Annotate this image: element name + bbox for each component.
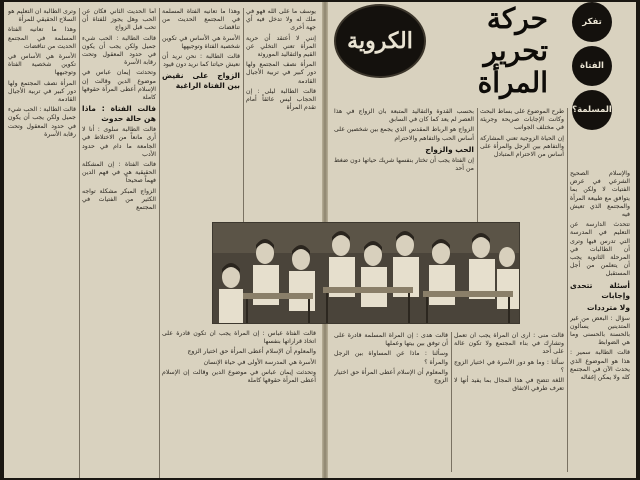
paragraph: والمعلوم أن الإسلام أعطى المرأة حق اختيار الزوج xyxy=(334,368,448,385)
column-divider xyxy=(79,8,80,478)
classroom-photo xyxy=(212,222,520,324)
side-circle: تفكر xyxy=(572,2,612,42)
paragraph: بحسب القدوة والتقاليد المتبعة بأن الزواج في هذا العصر لم يعد كما كان في السابق xyxy=(334,108,474,124)
section-heading: الحب والزواج xyxy=(425,144,474,154)
paragraph: طرح الموضوع على بساط البحث وكانت الإجابات صريحة وجريئة في مختلف الجوانب xyxy=(480,108,564,132)
headline-line: المرأة xyxy=(477,66,548,99)
article-column xyxy=(82,8,156,472)
column-divider xyxy=(567,108,568,472)
paragraph: وتحدثت إيمان عباس في موضوع الدين وقالت إن الإسلام أعطى المرأة حقوقها كاملة xyxy=(82,69,156,102)
article-column xyxy=(246,8,316,222)
paragraph: قالت الطالبة : الحب شيء جميل ولكن يجب أن يكون في حدود المعقول وتحت رقابة الأسرة xyxy=(82,34,156,67)
column-subhead: الزواج على نقيض بين الفتاة الراغبة xyxy=(162,71,240,91)
article-masthead xyxy=(326,2,554,106)
article-column xyxy=(162,8,240,222)
paragraph: فالت الطالبة سلوى : أنا لا أرى مانعاً من الاختلاط في الجامعة ما دام في حدود الأدب xyxy=(82,126,156,158)
paragraph: قالت منى : أرى أن المرأة يجب أن تعمل وتشارك في بناء المجتمع ولا تكون عالة على أحد xyxy=(454,332,564,356)
column-divider xyxy=(451,332,452,472)
paragraph: سألنا : وما هو دور الأسرة في اختيار الزوج ؟ xyxy=(454,358,564,374)
paragraph: المرأة نصف المجتمع ولها دور كبير في تربية الأجيال القادمة xyxy=(246,61,316,85)
paragraph: قالت الطالبة : الحب شيء جميل ولكن يجب أن يكون في حدود المعقول وتحت رقابة الأسرة xyxy=(8,106,76,138)
paragraph: قالت الطالبة سمير : هذا هو الموضوع الذي يحدث الآن في المجتمع كله ولا يمكن إغفاله xyxy=(570,349,630,382)
column-prompt: فالت الفتاة : ماذا هن حالة حدوث xyxy=(82,104,156,124)
brand-logo xyxy=(334,4,426,78)
article-column xyxy=(162,330,316,474)
paragraph: إن الحياة الزوجية تعني المشاركة والتفاهم بين الرجل والمرأة على أساس من الاحترام المتبادل xyxy=(480,134,564,159)
paragraph: يوسف ما على الله فهو في ملك له ولا تدخل فيه أي جهة أخرى xyxy=(246,8,316,32)
side-circle-stack xyxy=(566,2,630,162)
article-column xyxy=(570,170,630,472)
paragraph: قالت هدى : إن المرأة المسلمة قادرة على أن توفق بين بيتها وعملها xyxy=(334,332,448,348)
paragraph: اللغة تتضح في هذا المجال بما يفيد أنها لا تعرف طرفي الاتفاق xyxy=(454,377,564,393)
column-divider xyxy=(477,108,478,224)
paragraph: سؤال : البعض من غير المتدينين يسألون بالحسنة بالحسنى وما هي الضوابط xyxy=(570,314,630,347)
paragraph: وهذا ما تعانيه الفتاة المسلمة في المجتمع الحديث من تناقضات xyxy=(8,26,76,50)
paragraph: أما الحديث الثاني فكان عن الحب وهل يجوز للفتاة أن تحب قبل الزواج xyxy=(82,8,156,32)
paragraph: الأسرة هي الأساس في تكوين شخصية الفتاة وتوجيهها xyxy=(162,34,240,50)
paragraph: والإسلام الصحيح الشرعي في عرض الفتيات لا ولكن بما يتوافق مع طبيعة المرأة والمجتمع الذي تعيش فيه xyxy=(570,170,630,219)
paragraph: إنني لا أعتقد أن حرية المرأة تعني التخلي عن القيم والتقاليد الموروثة xyxy=(246,34,316,59)
article-column xyxy=(8,8,76,472)
paragraph: وسألنا : ماذا عن المساواة بين الرجل والمرأة ؟ xyxy=(334,350,448,366)
brand-name: الكروية xyxy=(347,28,413,54)
paragraph: الأسرة هي المدرسة الأولى في حياة الإنسان xyxy=(203,358,316,366)
article-column xyxy=(334,332,448,472)
paragraph: الزواج المبكر مشكلة تواجه الكثير من الفتيات في المجتمع xyxy=(82,187,156,212)
paragraph: وتحدثت إيمان عباس في موضوع الدين وقالت إن الإسلام أعطى المرأة حقوقها كاملة xyxy=(162,368,316,385)
paragraph: الزواج هو الرباط المقدس الذي يجمع بين شخصين على أساس الحب والتفاهم والاحترام xyxy=(334,126,474,142)
paragraph: تتحدث الدارسة عن التعليم في المدرسة التي تدرس فيها وترى أن الطالبات في المرحلة الثانوية يجب أن يتعلمن من أجل المستقبل xyxy=(570,221,630,278)
column-subhead: ولا مترددات xyxy=(586,302,630,312)
column-divider xyxy=(243,8,244,222)
headline-line: تحرير xyxy=(483,34,548,67)
paragraph: وهذا ما تعانيه الفتاة المسلمة في المجتمع الحديث من تناقضات xyxy=(162,8,240,32)
paragraph: قالت الطالبة : نحن نريد أن نعيش حياتنا كما نريد دون قيود xyxy=(162,53,240,69)
article-column xyxy=(334,108,474,222)
paragraph: والمعلوم أن الإسلام أعطى المرأة حق اختيار الزوج xyxy=(187,348,316,356)
headline-line: حركة xyxy=(486,2,548,35)
paragraph: قالت الطالبة ليلى : إن الحجاب ليس عائقاً أمام تقدم المرأة xyxy=(246,87,316,112)
column-subhead: أسئلة تتحدى وإجابات xyxy=(570,280,630,300)
article-column xyxy=(480,108,564,222)
paragraph: إن الفتاة يجب أن تختار بنفسها شريك حياتها دون ضغط من أحد xyxy=(334,156,474,173)
classroom-photo-image xyxy=(213,223,520,324)
paragraph: المرأة نصف المجتمع ولها دور كبير في تربية الأجيال القادمة xyxy=(8,79,76,104)
side-circle: المسلمة؟ xyxy=(572,90,612,130)
paragraph: قالت الفتاة عباس : إن المرأة يجب أن تكون قادرة على اتخاذ قراراتها بنفسها xyxy=(162,330,316,346)
paragraph: وترى الطالبة أن التعليم هو السلاح الحقيقي للمرأة xyxy=(8,8,76,24)
side-circle: الفتاة xyxy=(572,46,612,86)
paragraph: فالت الفتاة : إن المشكلة الحقيقية هي في فهم الدين فهماً صحيحاً xyxy=(82,161,156,185)
article-column xyxy=(454,332,564,472)
column-divider xyxy=(159,8,160,478)
paragraph: الأسرة هي الأساس في تكوين شخصية الفتاة وتوجيهها xyxy=(8,53,76,77)
